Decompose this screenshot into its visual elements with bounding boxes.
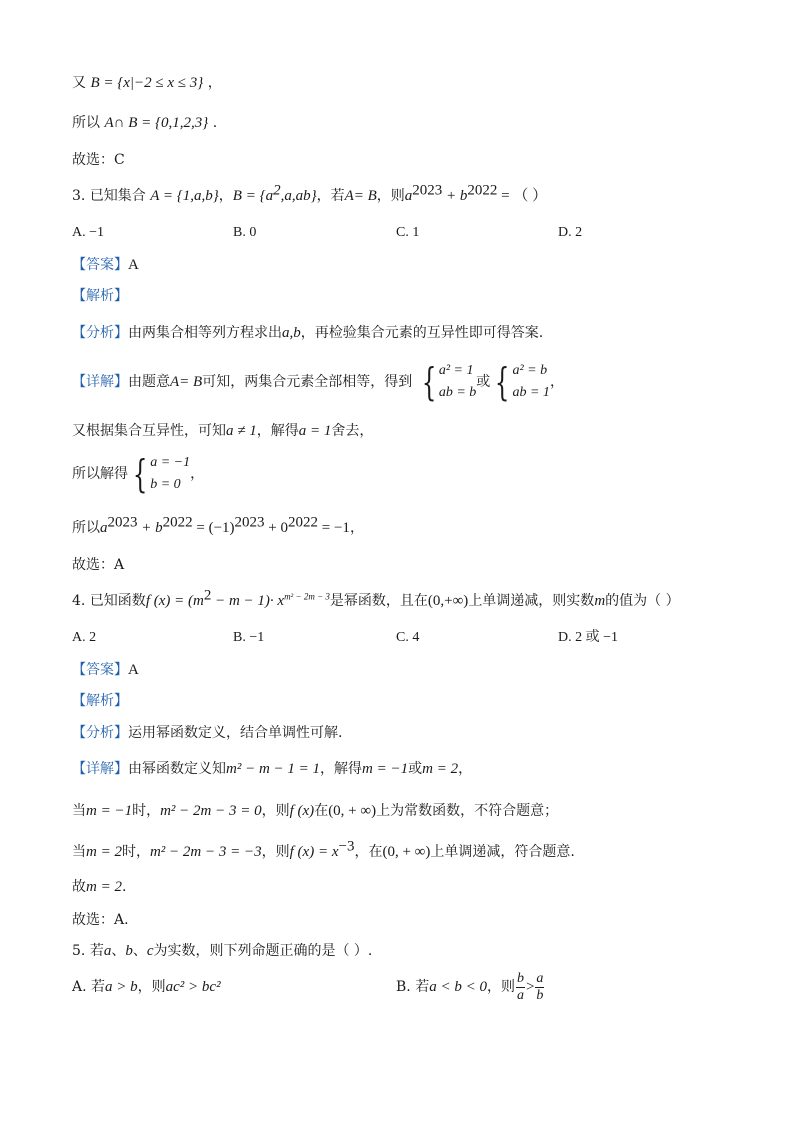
sup: 2 [273, 182, 281, 199]
line-choose-c: 故选：C [72, 152, 125, 168]
q3-choose: 故选：A [72, 557, 125, 573]
math: a [404, 188, 413, 204]
q5-option-a [72, 978, 221, 996]
q4-choose: 故选：A. [72, 912, 129, 928]
brace: { [495, 360, 510, 404]
text: 时， [121, 844, 150, 860]
q4-fenxi [72, 724, 342, 742]
brace: { [132, 452, 148, 496]
equation-system-2 [490, 360, 550, 404]
q3-option-a: A. −1 [72, 225, 105, 240]
math-set-a: A = {1,a,b} [150, 188, 219, 204]
equation: a² = b [512, 363, 548, 378]
math: f (x) = x [289, 844, 339, 860]
text: 是幂函数，且在 [329, 593, 428, 609]
math: c [146, 943, 154, 959]
equation: b = 0 [150, 477, 181, 492]
math: + 0 [264, 520, 289, 536]
math-set-b: B = {x|−2 ≤ x ≤ 3} [90, 75, 204, 91]
text: 由两集合相等列方程求出 [128, 325, 282, 341]
q4-analysis-tag: 【解析】 [72, 693, 128, 709]
math: m = −1 [86, 803, 133, 819]
math: + b [442, 188, 468, 204]
fenxi-tag: 【分析】 [72, 725, 128, 741]
q4-option-a: A. 2 [72, 630, 97, 645]
sup: 2022 [467, 182, 498, 199]
q5-option-b [396, 970, 545, 1004]
text: 由题意 [128, 374, 170, 390]
equation-system-1 [417, 360, 477, 404]
q3-solution [72, 452, 204, 496]
text: ，解得 [256, 423, 299, 439]
xiangjie-tag: 【详解】 [72, 761, 128, 777]
q3-distinctness [72, 422, 373, 440]
text: 所以 [72, 115, 100, 131]
q4-xiangjie [72, 760, 472, 778]
math-function: f (x) = (m [145, 593, 204, 609]
q4-case-2 [72, 838, 575, 861]
math: = −1 [318, 520, 350, 536]
math: a [100, 520, 108, 536]
text: . [212, 115, 218, 131]
answer-tag: 【答案】 [72, 662, 128, 678]
question-number: 4. [72, 593, 86, 609]
text: ， [549, 374, 564, 390]
math: a,b [282, 325, 301, 341]
sup: 2023 [234, 514, 265, 531]
text: 已知集合 [89, 188, 146, 204]
math: = （ ） [497, 188, 548, 204]
sup: 2 [203, 587, 212, 604]
fenxi-tag: 【分析】 [72, 325, 128, 341]
text: ，则 [261, 803, 290, 819]
math: + b [137, 520, 163, 536]
math: a [103, 943, 112, 959]
q3-calculation [72, 514, 364, 537]
text: ， [190, 466, 205, 482]
text: 舍去， [331, 423, 374, 439]
text: 若 [89, 943, 104, 959]
math: f (x) [289, 803, 315, 819]
text: 上单调递减，符合题意. [430, 844, 575, 860]
text: . [121, 879, 127, 895]
math: a ≠ 1 [226, 423, 257, 439]
math: m² − 2m − 3 = 0 [160, 803, 262, 819]
text: 故 [72, 879, 86, 895]
text: 所以解得 [72, 466, 128, 482]
math: m = −1 [362, 761, 409, 777]
text: 为实数，则下列命题正确的是（ ）. [153, 943, 373, 959]
math-set-b-start: B = {a [232, 188, 274, 204]
math: ac² > bc² [165, 979, 221, 995]
text: ，再检验集合元素的互异性即可得答案. [300, 325, 544, 341]
text: 当 [72, 844, 86, 860]
text: ，在 [354, 844, 383, 860]
sup: 2023 [412, 182, 443, 199]
math: = (−1) [192, 520, 235, 536]
text: ， [218, 188, 233, 204]
math-interval: (0, + ∞) [328, 803, 377, 819]
math: m = 2 [422, 761, 459, 777]
line-set-b [72, 74, 222, 92]
math: A= B [170, 374, 203, 390]
math: a < b < 0 [429, 979, 487, 995]
text: ， [458, 761, 473, 777]
answer-value: A [128, 257, 139, 273]
text: 运用幂函数定义，结合单调性可解. [128, 725, 343, 741]
math: m [594, 593, 606, 609]
equation-system-solution [128, 452, 190, 496]
math: a = 1 [298, 423, 332, 439]
equation: a = −1 [150, 455, 191, 470]
question-number: 5. [72, 943, 86, 959]
sup: 2023 [107, 514, 138, 531]
q4-conclusion [72, 878, 126, 896]
q3-option-b: B. 0 [233, 225, 257, 240]
question-number: 3. [72, 188, 86, 204]
q3-answer [72, 256, 139, 274]
text: 或 [476, 374, 491, 390]
math-interval: (0,+∞) [427, 593, 469, 609]
text: ， [207, 75, 222, 91]
line-intersection [72, 114, 217, 132]
math: m² − 2m − 3 = −3 [149, 844, 262, 860]
text: 的值为（ ） [605, 593, 680, 609]
text: 所以 [72, 520, 100, 536]
fraction-b-over-a [516, 971, 525, 1004]
text: 可知，两集合元素全部相等，得到 [202, 374, 413, 390]
text: ，则 [376, 188, 405, 204]
q4-option-d: D. 2 或 −1 [558, 630, 619, 645]
text: A. 若 [72, 979, 106, 995]
numerator: a [536, 970, 544, 986]
xiangjie-tag: 【详解】 [72, 374, 128, 390]
text: 已知函数 [89, 593, 146, 609]
text: ，则 [137, 979, 166, 995]
text: 当 [72, 803, 86, 819]
math-set-b-end: ,a,ab} [280, 188, 317, 204]
q4-case-1 [72, 802, 558, 820]
math: b [125, 943, 133, 959]
text: 时， [132, 803, 161, 819]
math-interval: (0, + ∞) [382, 844, 431, 860]
text: ，则 [261, 844, 290, 860]
denominator: a [516, 987, 524, 1003]
text: 上单调递减，则实数 [468, 593, 595, 609]
text: 、 [132, 943, 147, 959]
fraction-a-over-b [535, 971, 544, 1004]
q4-option-c: C. 4 [396, 630, 420, 645]
answer-value: A [128, 662, 139, 678]
text: 又 [72, 75, 86, 91]
question-4-stem [72, 587, 680, 610]
text: 、 [111, 943, 126, 959]
math-intersection: A∩ B = {0,1,2,3} [104, 115, 209, 131]
brace: { [421, 360, 437, 404]
math: m = 2 [86, 844, 122, 860]
math: a > b [105, 979, 138, 995]
equation: ab = b [438, 385, 477, 400]
text: ， [349, 520, 364, 536]
answer-tag: 【答案】 [72, 257, 128, 273]
sup: −3 [338, 838, 355, 855]
text: 又根据集合互异性，可知 [72, 423, 226, 439]
q3-analysis-tag: 【解析】 [72, 288, 128, 304]
text: B. 若 [396, 979, 430, 995]
denominator: b [536, 987, 544, 1003]
text: 由幂函数定义知 [128, 761, 226, 777]
q3-option-d: D. 2 [558, 225, 583, 240]
math: m² − m − 1 = 1 [226, 761, 321, 777]
q4-answer [72, 661, 139, 679]
q4-option-b: B. −1 [233, 630, 265, 645]
question-3-stem [72, 182, 548, 205]
equation: ab = 1 [512, 385, 550, 400]
text: ，若 [316, 188, 345, 204]
math: > [525, 979, 535, 995]
math-equality: A= B [344, 188, 377, 204]
text: ，则 [486, 979, 515, 995]
text: 在 [314, 803, 329, 819]
sup: m² − 2m − 3 [284, 591, 330, 602]
question-5-stem [72, 942, 372, 960]
text: ，解得 [320, 761, 363, 777]
q3-xiangjie [72, 360, 564, 404]
equation: a² = 1 [438, 363, 474, 378]
text: 上为常数函数，不符合题意； [376, 803, 559, 819]
q3-fenxi [72, 324, 543, 342]
sup: 2022 [288, 514, 319, 531]
q3-option-c: C. 1 [396, 225, 420, 240]
numerator: b [516, 970, 524, 986]
sup: 2022 [162, 514, 193, 531]
text: 或 [408, 761, 423, 777]
math: m = 2 [86, 879, 122, 895]
math-function: − m − 1)· x [211, 593, 285, 609]
